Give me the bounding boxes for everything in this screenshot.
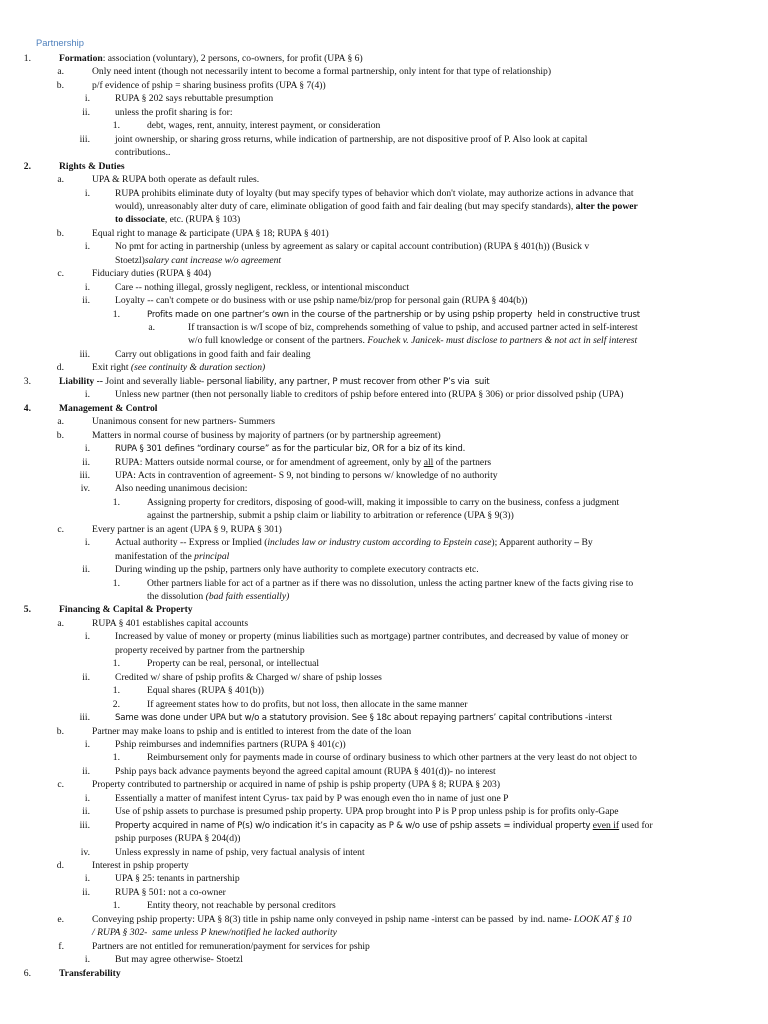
list-item-text: Stoetzl)salary cant increase w/o agreement: [115, 254, 282, 266]
list-marker: 1.: [112, 496, 120, 508]
list-item-text: the dissolution (bad faith essentially): [147, 591, 290, 602]
list-marker: iii.: [79, 819, 90, 831]
list-item-text: w/o full knowledge or consent of the partners. Fouchek v. Janicek- must disclose to partners & not act in self interest: [188, 335, 638, 347]
list-marker: i.: [84, 631, 90, 643]
list-marker: 2.: [112, 698, 120, 710]
list-marker: b.: [56, 725, 64, 737]
list-item-text: Same was done under UPA but w/o a statutory provision. See § 18c about repaying partners’ capital contributions -interst: [115, 712, 613, 724]
list-item-text: manifestation of the principal: [115, 550, 230, 562]
list-marker: 2.: [23, 160, 31, 172]
list-item-text: Property acquired in name of P(s) w/o indication it’s in capacity as P & w/o use of pship assets = individual property even if used for: [115, 819, 653, 831]
list-item-text: Formation: association (voluntary), 2 persons, co-owners, for profit (UPA § 6): [59, 53, 363, 64]
list-marker: iii.: [79, 133, 90, 145]
list-item-text: Other partners liable for act of a partner as if there was no dissolution, unless the acting partner knew of the facts giving rise to: [147, 577, 634, 589]
list-item-text: UPA § 25: tenants in partnership: [115, 873, 240, 885]
list-item-text: Interest in pship property: [92, 860, 189, 871]
list-item-text: Rights & Duties: [59, 160, 125, 172]
list-item-text: Care -- nothing illegal, grossly negligent, reckless, or intentional misconduct: [115, 281, 410, 293]
list-marker: iv.: [80, 483, 90, 495]
list-marker: ii.: [82, 106, 90, 118]
list-item-text: Increased by value of money or property (minus liabilities such as mortgage) partner contributes, and decreased by value of money or: [115, 631, 629, 643]
list-item-text: would), unreasonably alter duty of care, eliminate obligation of good faith and fair dealing (but may specify standards), alter the power: [115, 200, 638, 212]
list-item-text: RUPA § 202 says rebuttable presumption: [115, 93, 274, 105]
list-item-text: No pmt for acting in partnership (unless by agreement as salary or capital account contribution) (RUPA § 401(h)) (Busick v: [115, 241, 590, 253]
list-item-text: RUPA § 401 establishes capital accounts: [92, 617, 249, 629]
list-item-text: Loyalty -- can't compete or do business with or use pship name/biz/prop for personal gain (RUPA § 404(b)): [115, 295, 528, 307]
list-marker: 3.: [23, 375, 31, 387]
list-item-text: During winding up the pship, partners only have authority to complete executory contracts etc.: [115, 564, 479, 576]
list-marker: 6.: [23, 967, 31, 979]
list-marker: i.: [84, 443, 90, 455]
list-item-text: But may agree otherwise- Stoetzl: [115, 954, 243, 966]
list-marker: c.: [57, 779, 64, 791]
list-marker: d.: [56, 860, 64, 871]
list-marker: a.: [148, 322, 155, 333]
list-item-text: Equal shares (RUPA § 401(b)): [147, 685, 264, 697]
list-marker: i.: [84, 873, 90, 885]
list-item-text: unless the profit sharing is for:: [115, 106, 233, 118]
list-marker: c.: [57, 268, 64, 280]
list-item-text: Fiduciary duties (RUPA § 404): [92, 268, 212, 280]
list-item-text: UPA: Acts in contravention of agreement- S 9, not binding to persons w/ knowledge of no authority: [115, 469, 498, 481]
list-marker: ii.: [82, 886, 90, 898]
list-item-text: debt, wages, rent, annuity, interest payment, or consideration: [147, 120, 381, 132]
list-item-text: Carry out obligations in good faith and fair dealing: [115, 348, 311, 360]
list-marker: i.: [84, 187, 90, 199]
list-item-text: Use of pship assets to purchase is presumed pship property. UPA prop brought into P is P prop unless pship is for profits only-Gape: [115, 806, 619, 818]
list-item-text: Assigning property for creditors, disposing of good-will, making it impossible to carry on the business, confess a judgment: [147, 496, 620, 508]
list-item-text: Property can be real, personal, or intellectual: [147, 658, 320, 670]
list-item-text: Reimbursement only for payments made in course of ordinary business to which other partners at the very least do not object to: [147, 752, 637, 764]
list-item-text: Every partner is an agent (UPA § 9, RUPA § 301): [92, 523, 282, 535]
list-item-text: Entity theory, not reachable by personal creditors: [147, 900, 336, 912]
list-marker: ii.: [82, 295, 90, 307]
list-marker: 1.: [112, 308, 120, 320]
list-item-text: Transferability: [59, 967, 121, 979]
list-marker: iv.: [80, 846, 90, 858]
list-item-text: property received by partner from the partnership: [115, 644, 305, 656]
list-item-text: pship purposes (RUPA § 204(d)): [115, 833, 241, 845]
list-marker: 1.: [112, 577, 120, 589]
list-marker: ii.: [82, 671, 90, 683]
list-item-text: p/f evidence of pship = sharing business profits (UPA § 7(4)): [92, 79, 326, 91]
list-item-text: UPA & RUPA both operate as default rules.: [92, 174, 260, 186]
list-marker: ii.: [82, 806, 90, 818]
list-item-text: Matters in normal course of business by majority of partners (or by partnership agreement): [92, 429, 441, 441]
list-marker: f.: [58, 940, 64, 952]
list-marker: i.: [84, 954, 90, 966]
list-marker: i.: [84, 537, 90, 549]
list-marker: 1.: [112, 658, 120, 670]
list-marker: ii.: [82, 564, 90, 576]
list-item-text: Unanimous consent for new partners- Summers: [92, 416, 276, 428]
list-item-text: If agreement states how to do profits, but not loss, then allocate in the same manner: [147, 698, 468, 710]
list-marker: i.: [84, 281, 90, 293]
list-marker: i.: [84, 241, 90, 253]
list-item-text: Partner may make loans to pship and is entitled to interest from the date of the loan: [92, 725, 412, 737]
list-marker: 1.: [112, 685, 120, 697]
list-marker: a.: [57, 416, 64, 428]
list-item-text: to dissociate, etc. (RUPA § 103): [115, 214, 241, 226]
list-marker: iii.: [79, 712, 90, 724]
list-item-text: Liability -- Joint and severally liable- personal liability, any partner, P must recover from other P’s via suit: [59, 375, 490, 387]
list-marker: i.: [84, 93, 90, 105]
list-marker: 1.: [112, 120, 120, 132]
list-item-text: Partners are not entitled for remuneration/payment for services for pship: [92, 940, 370, 952]
list-item-text: Unless expressly in name of pship, very factual analysis of intent: [115, 846, 365, 858]
list-item-text: RUPA prohibits eliminate duty of loyalty (but may specify types of behavior which don't violate, may authorize actions in advance that: [115, 187, 634, 199]
list-item-text: Pship pays back advance payments beyond the agreed capital amount (RUPA § 401(d))- no interest: [115, 765, 496, 777]
list-item-text: Conveying pship property: UPA § 8(3) title in pship name only conveyed in pship name -interst can be passed by ind. name- LOOK AT § 10: [92, 913, 632, 925]
list-marker: a.: [57, 174, 64, 186]
list-item-text: Credited w/ share of pship profits & Charged w/ share of pship losses: [115, 671, 382, 683]
list-item-text: If transaction is w/I scope of biz, comprehends something of value to pship, and accused partner acted in self-interest: [188, 322, 638, 333]
list-marker: b.: [56, 227, 64, 239]
list-item-text: Property contributed to partnership or acquired in name of pship is pship property (UPA § 8; RUPA § 203): [92, 779, 501, 791]
list-item-text: RUPA § 501: not a co-owner: [115, 886, 226, 898]
list-marker: 4.: [23, 402, 31, 414]
list-marker: i.: [84, 738, 90, 750]
list-item-text: contributions..: [115, 147, 171, 159]
list-item-text: Pship reimburses and indemnifies partners (RUPA § 401(c)): [115, 738, 346, 750]
list-item-text: RUPA § 301 defines “ordinary course” as for the particular biz, OR for a biz of its kind.: [115, 444, 466, 455]
list-item-text: Equal right to manage & participate (UPA § 18; RUPA § 401): [92, 227, 329, 239]
list-item-text: Profits made on one partner’s own in the course of the partnership or by using pship property held in constructive trust: [147, 309, 640, 320]
list-marker: a.: [57, 617, 64, 629]
list-marker: b.: [56, 79, 64, 91]
list-marker: iii.: [79, 469, 90, 481]
list-marker: i.: [84, 792, 90, 804]
list-marker: e.: [57, 913, 64, 925]
list-marker: 1.: [112, 900, 120, 912]
list-item-text: Financing & Capital & Property: [59, 604, 193, 616]
list-item-text: / RUPA § 302- same unless P knew/notified he lacked authority: [92, 927, 337, 939]
document-heading: Partnership: [36, 37, 84, 48]
list-marker: b.: [56, 429, 64, 441]
list-marker: ii.: [82, 765, 90, 777]
list-item-text: joint ownership, or sharing gross returns, while indication of partnership, are not dispositive proof of P. Also look at capital: [115, 133, 588, 145]
list-marker: c.: [57, 523, 64, 535]
list-item-text: Only need intent (though not necessarily intent to become a formal partnership, only intent for that type of relationship): [92, 66, 552, 78]
list-marker: a.: [57, 66, 64, 78]
list-marker: 1.: [23, 53, 31, 64]
list-item-text: Also needing unanimous decision:: [115, 483, 248, 495]
list-marker: iii.: [79, 348, 90, 360]
list-item-text: Actual authority -- Express or Implied (includes law or industry custom according to Epstein case); Apparent authority – By: [115, 537, 593, 549]
list-marker: ii.: [82, 456, 90, 468]
list-item-text: Essentially a matter of manifest intent Cyrus- tax paid by P was enough even tho in name of just one P: [115, 792, 509, 804]
list-marker: 1.: [112, 752, 120, 764]
list-marker: 5.: [23, 604, 31, 616]
list-item-text: Management & Control: [59, 402, 158, 414]
list-item-text: Exit right (see continuity & duration section): [92, 362, 266, 374]
list-item-text: RUPA: Matters outside normal course, or for amendment of agreement, only by all of the partners: [115, 456, 492, 468]
list-marker: i.: [84, 389, 90, 401]
list-item-text: against the partnership, submit a pship claim or liability to arbitration or reference (UPA § 9(3)): [147, 510, 514, 522]
list-marker: d.: [56, 362, 64, 374]
list-item-text: Unless new partner (then not personally liable to creditors of pship before entered into (RUPA § 306) or prior dissolved pship (UPA): [115, 389, 624, 401]
